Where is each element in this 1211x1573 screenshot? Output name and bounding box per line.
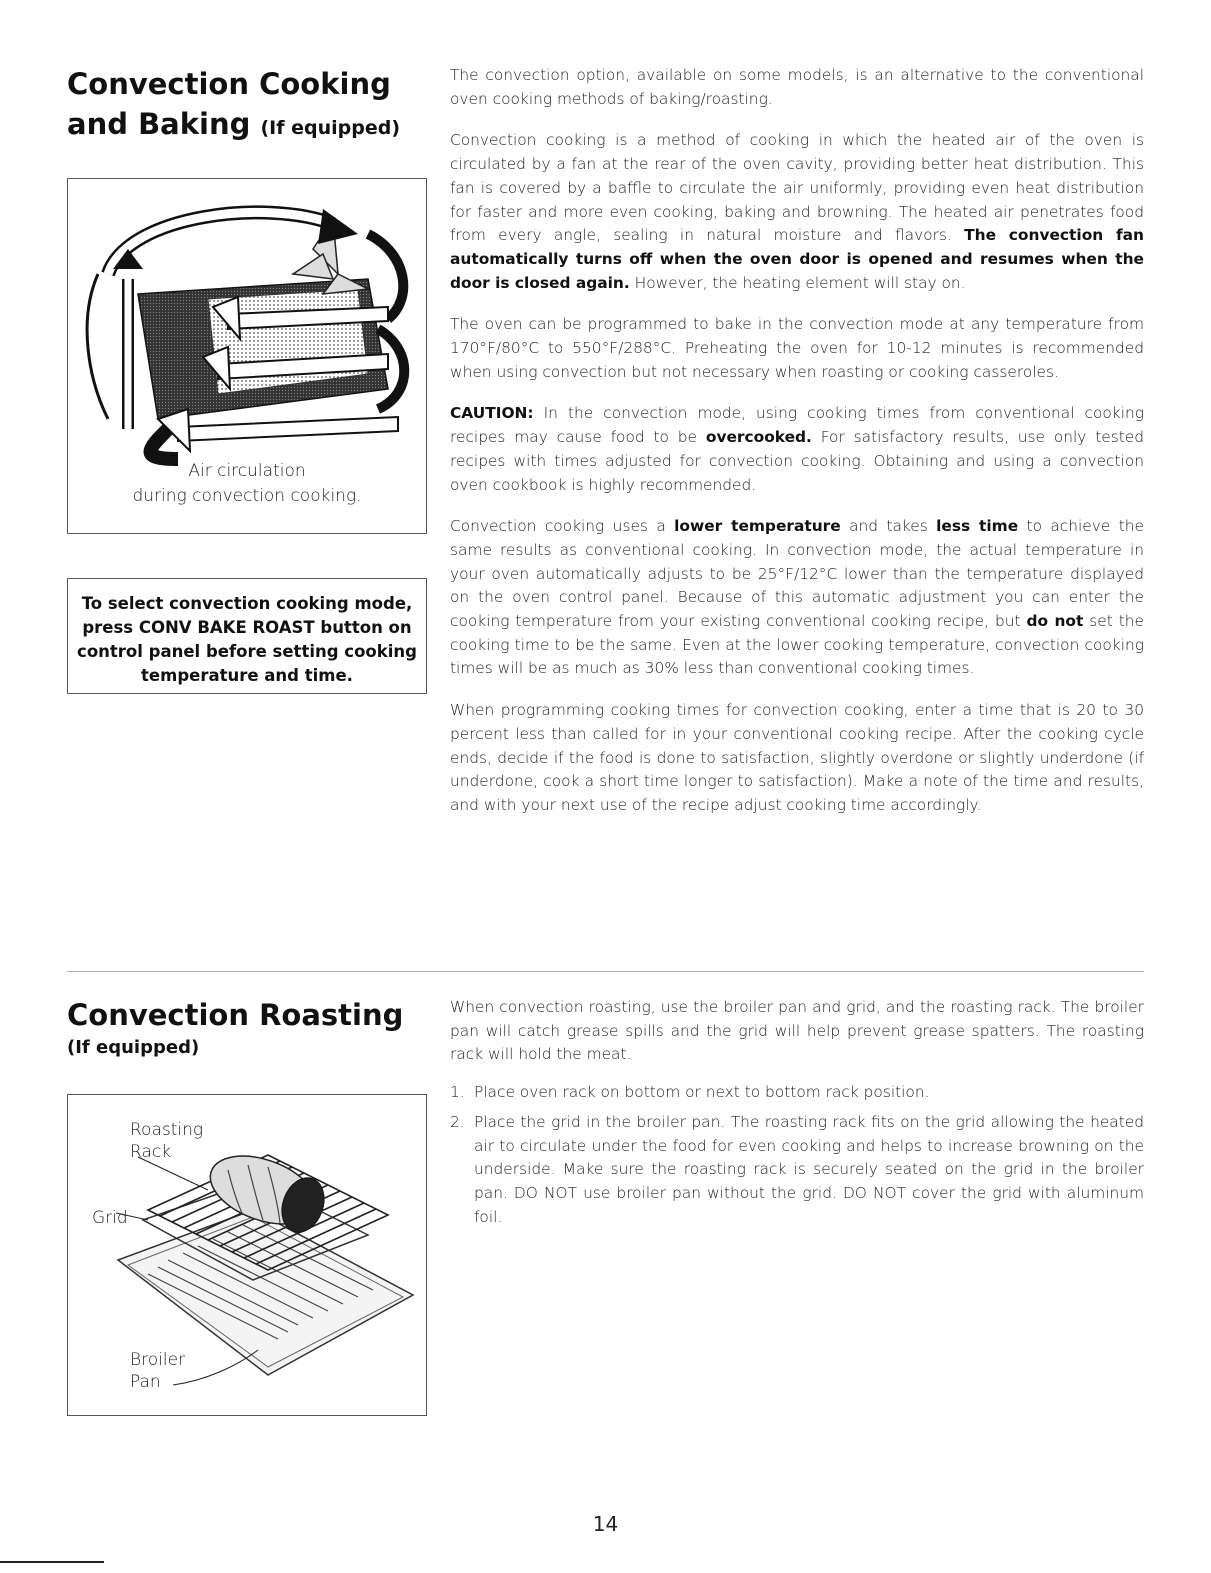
list-item xyxy=(450,1111,1144,1230)
caution-label: CAUTION: xyxy=(450,404,534,423)
label-roasting-rack xyxy=(130,1119,203,1163)
step-text: Place the grid in the broiler pan. The roasting rack fits on the grid allowing the heated air to circulate under the food for even cooking and helps to increase browning on the underside. Make sure the roasting rack is securely seated on the grid in the broiler pan. DO NOT use broiler pan without the grid. DO NOT cover the grid with aluminum foil. xyxy=(474,1112,1144,1226)
step-number: 2. xyxy=(450,1112,465,1131)
roasting-figure xyxy=(67,1094,427,1416)
caution-text: In the convection mode, using cooking times from conventional cooking recipes may cause food to be xyxy=(450,404,1144,447)
p5-text-b: and takes xyxy=(840,517,937,536)
label-grid: Grid xyxy=(92,1208,128,1228)
air-circulation-figure xyxy=(67,178,427,534)
paragraph-lower-temperature xyxy=(450,515,1144,681)
p5-text-c: to achieve the same results as conventional cooking. In convection mode, the actual temperature in your oven automatically adjusts to be 25°F/12°C lower than the temperature displayed on the oven control panel. Because of this automatic adjustment you can enter the cooking temperature from your existing conventional cooking recipe, but xyxy=(450,517,1144,631)
label-broiler-pan xyxy=(130,1349,185,1393)
convection-roasting-body xyxy=(450,996,1144,1235)
page-number: 14 xyxy=(592,1512,619,1536)
title-line-1: Convection Cooking xyxy=(67,67,391,101)
figure-caption-line-2: during convection cooking. xyxy=(132,486,362,506)
step-text: Place oven rack on bottom or next to bottom rack position. xyxy=(474,1083,930,1102)
roasting-title-suffix: (If equipped) xyxy=(67,1037,200,1058)
list-item xyxy=(450,1081,1144,1105)
step-number: 1. xyxy=(450,1083,465,1102)
p5-text-d: set the cooking time to be the same. Even at the lower cooking temperature, convection cooking times will be as much as 30% less than conventional cooking times. xyxy=(450,612,1144,678)
p5-text-a: Convection cooking uses a xyxy=(450,517,675,536)
footer-line xyxy=(0,1561,104,1563)
roasting-title: Convection Roasting xyxy=(67,998,404,1032)
air-circulation-illustration xyxy=(68,179,426,469)
section-title-convection-cooking xyxy=(67,64,400,148)
title-suffix: (If equipped) xyxy=(260,117,401,139)
title-line-2: and Baking xyxy=(67,107,251,141)
caution-bold: overcooked. xyxy=(705,428,812,447)
note-line-4: temperature and time. xyxy=(141,666,353,685)
paragraph-method-text-2: However, the heating element will stay on. xyxy=(629,273,966,292)
paragraph-method xyxy=(450,129,1144,295)
paragraph-method-bold: The convection fan automatically turns off when the oven door is opened and resumes when the door is closed again. xyxy=(450,226,1145,292)
label-broiler-line-2: Pan xyxy=(130,1372,161,1392)
figure-caption xyxy=(68,459,426,509)
roasting-steps xyxy=(450,1081,1144,1229)
p5-bold-1: lower temperature xyxy=(674,517,841,536)
convection-cooking-body xyxy=(450,64,1144,836)
note-line-3: control panel before setting cooking xyxy=(77,642,417,661)
figure-caption-line-1: Air circulation xyxy=(188,461,306,481)
section-divider xyxy=(67,971,1144,972)
caution-text-2: For satisfactory results, use only tested recipes with times adjusted for convection cooking. Obtaining and using a convection oven cookbook is highly recommended. xyxy=(450,428,1145,494)
note-line-2: press CONV BAKE ROAST button on xyxy=(82,618,412,637)
note-line-1: To select convection cooking mode, xyxy=(81,594,413,613)
section-title-convection-roasting xyxy=(67,995,403,1035)
convection-mode-note xyxy=(67,578,427,694)
label-roasting-line-1: Roasting xyxy=(130,1120,204,1140)
label-broiler-line-1: Broiler xyxy=(130,1350,186,1370)
p5-bold-3: do not xyxy=(1026,612,1084,631)
label-roasting-line-2: Rack xyxy=(130,1142,172,1162)
paragraph-caution xyxy=(450,402,1144,497)
roasting-intro: When convection roasting, use the broiler pan and grid, and the roasting rack. The broiler pan will catch grease spills and the grid will help prevent grease spatters. The roasting rack will hold the meat. xyxy=(450,998,1144,1064)
broiler-pan-illustration xyxy=(68,1095,426,1415)
paragraph-programming: When programming cooking times for convection cooking, enter a time that is 20 to 30 percent less than called for in your conventional cooking recipe. After the cooking cycle ends, decide if the food is done to satisfaction, slightly overdone or slightly underdone (if underdone, cook a short time longer to satisfaction). Make a note of the time and results, and with your next use of the recipe adjust cooking time accordingly. xyxy=(450,701,1144,814)
paragraph-method-text: Convection cooking is a method of cooking in which the heated air of the oven is circulated by a fan at the rear of the oven cavity, providing better heat distribution. This fan is covered by a baffle to circulate the air uniformly, providing even heat distribution for faster and more even cooking, baking and browning. The heated air penetrates food from every angle, sealing in natural moisture and flavors. xyxy=(450,131,1144,245)
paragraph-intro: The convection option, available on some models, is an alternative to the conventional oven cooking methods of baking/roasting. xyxy=(450,66,1144,108)
paragraph-temperature: The oven can be programmed to bake in the convection mode at any temperature from 170°F/80°C to 550°F/288°C. Preheating the oven for 10-12 minutes is recommended when using convection but not necessary when roasting or cooking casseroles. xyxy=(450,315,1144,381)
p5-bold-2: less time xyxy=(936,517,1019,536)
